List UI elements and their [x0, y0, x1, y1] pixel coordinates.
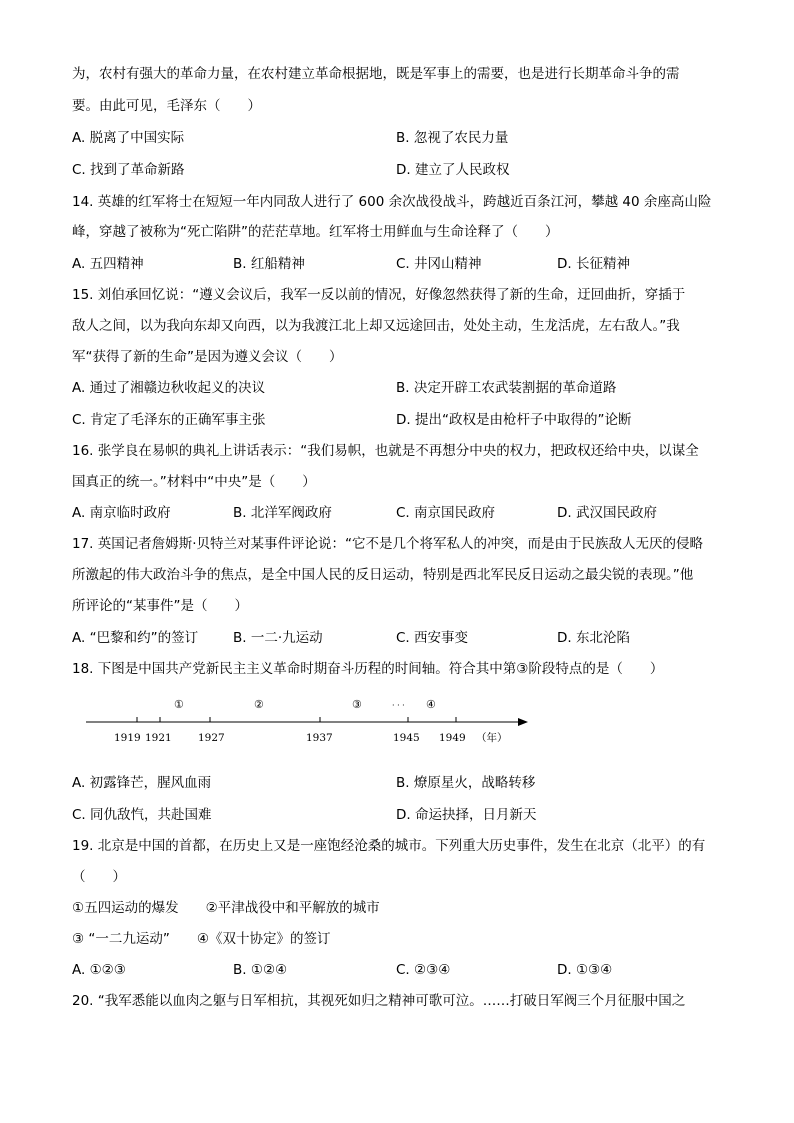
- q17-line-3: 所评论的“某事件”是（ ）: [72, 598, 248, 614]
- q16-option-d: D. 武汉国民政府: [557, 505, 657, 521]
- q19-items-2: ③ “一二九运动” ④《双十协定》的签订: [72, 931, 331, 947]
- q14-line-2: 峰，穿越了被称为“死亡陷阱”的茫茫草地。红军将士用鲜血与生命诠释了（ ）: [72, 224, 559, 240]
- year-1937: 1937: [306, 732, 333, 744]
- q13-option-c: C. 找到了革命新路: [72, 162, 185, 178]
- q14-option-b: B. 红船精神: [233, 256, 305, 272]
- q19-line-1: 19. 北京是中国的首都，在历史上又是一座饱经沧桑的城市。下列重大历史事件，发生在北京（北平）的有: [72, 838, 706, 854]
- timeline-dots: · · ·: [392, 701, 405, 710]
- stage-3-label: ③: [352, 698, 362, 711]
- intro-line-1: 为，农村有强大的革命力量，在农村建立革命根据地，既是军事上的需要，也是进行长期革命斗争的需: [72, 66, 680, 82]
- q19-line-2: （ ）: [72, 869, 126, 885]
- q17-option-a: A. “巴黎和约”的签订: [72, 630, 199, 646]
- q15-option-d: D. 提出“政权是由枪杆子中取得的”论断: [396, 412, 632, 428]
- q13-option-a: A. 脱离了中国实际: [72, 130, 185, 146]
- q13-option-d: D. 建立了人民政权: [396, 162, 510, 178]
- intro-line-2: 要。由此可见，毛泽东（ ）: [72, 98, 261, 114]
- q18-option-c: C. 同仇敌忾，共赴国难: [72, 807, 212, 823]
- q18-option-b: B. 燎原星火，战略转移: [396, 775, 536, 791]
- q16-option-a: A. 南京临时政府: [72, 505, 171, 521]
- q15-option-a: A. 通过了湘赣边秋收起义的决议: [72, 380, 266, 396]
- q18-line-1: 18. 下图是中国共产党新民主主义革命时期奋斗历程的时间轴。符合其中第③阶段特点的是（ ）: [72, 661, 664, 677]
- q15-line-2: 敌人之间，以为我向东却又向西，以为我渡江北上却又远途回击，处处主动，生龙活虎，左右敌人。”我: [72, 318, 680, 334]
- q19-items-1: ①五四运动的爆发 ②平津战役中和平解放的城市: [72, 900, 380, 916]
- q14-option-d: D. 长征精神: [557, 256, 630, 272]
- year-1927: 1927: [198, 732, 225, 744]
- q16-option-c: C. 南京国民政府: [396, 505, 496, 521]
- q13-option-b: B. 忽视了农民力量: [396, 130, 509, 146]
- q16-line-2: 国真正的统一。”材料中“中央”是（ ）: [72, 474, 316, 490]
- q17-option-c: C. 西安事变: [396, 630, 469, 646]
- q15-option-c: C. 肯定了毛泽东的正确军事主张: [72, 412, 266, 428]
- q15-line-1: 15. 刘伯承回忆说：“遵义会议后，我军一反以前的情况，好像忽然获得了新的生命，迂回曲折，穿插于: [72, 287, 686, 303]
- year-1949: 1949: [439, 732, 466, 744]
- year-1919: 1919: [114, 732, 141, 744]
- q19-option-c: C. ②③④: [396, 962, 451, 978]
- stage-1-label: ①: [174, 698, 184, 711]
- q16-line-1: 16. 张学良在易帜的典礼上讲话表示：“我们易帜，也就是不再想分中央的权力，把政权还给中央，以谋全: [72, 443, 699, 459]
- q18-option-a: A. 初露锋芒，腥风血雨: [72, 775, 212, 791]
- q17-line-2: 所激起的伟大政治斗争的焦点，是全中国人民的反日运动，特别是西北军民反日运动之最尖锐的表现。”他: [72, 567, 694, 583]
- timeline-unit: （年）: [476, 732, 508, 744]
- q17-option-b: B. 一二·九运动: [233, 630, 323, 646]
- q16-option-b: B. 北洋军阀政府: [233, 505, 332, 521]
- q17-option-d: D. 东北沦陷: [557, 630, 630, 646]
- q19-option-a: A. ①②③: [72, 962, 126, 978]
- q15-line-3: 军“获得了新的生命”是因为遵义会议（ ）: [72, 349, 343, 365]
- year-1945: 1945: [393, 732, 420, 744]
- year-1921: 1921: [145, 732, 172, 744]
- timeline-arrow: [518, 718, 528, 726]
- q19-option-d: D. ①③④: [557, 962, 613, 978]
- q17-line-1: 17. 英国记者詹姆斯·贝特兰对某事件评论说：“它不是几个将军私人的冲突，而是由于民族敌人无厌的侵略: [72, 536, 704, 552]
- q14-option-a: A. 五四精神: [72, 256, 144, 272]
- q14-option-c: C. 井冈山精神: [396, 256, 482, 272]
- q18-option-d: D. 命运抉择，日月新天: [396, 807, 537, 823]
- timeline-diagram: [0, 690, 794, 750]
- q19-option-b: B. ①②④: [233, 962, 288, 978]
- stage-4-label: ④: [426, 698, 436, 711]
- q20-line-1: 20. “我军悉能以血肉之躯与日军相抗，其视死如归之精神可歌可泣。……打破日军阀三个月征服中国之: [72, 993, 686, 1009]
- stage-2-label: ②: [254, 698, 264, 711]
- q15-option-b: B. 决定开辟工农武装割据的革命道路: [396, 380, 617, 396]
- q14-line-1: 14. 英雄的红军将士在短短一年内同敌人进行了 600 余次战役战斗，跨越近百条江河，攀越 40 余座高山险: [72, 194, 712, 210]
